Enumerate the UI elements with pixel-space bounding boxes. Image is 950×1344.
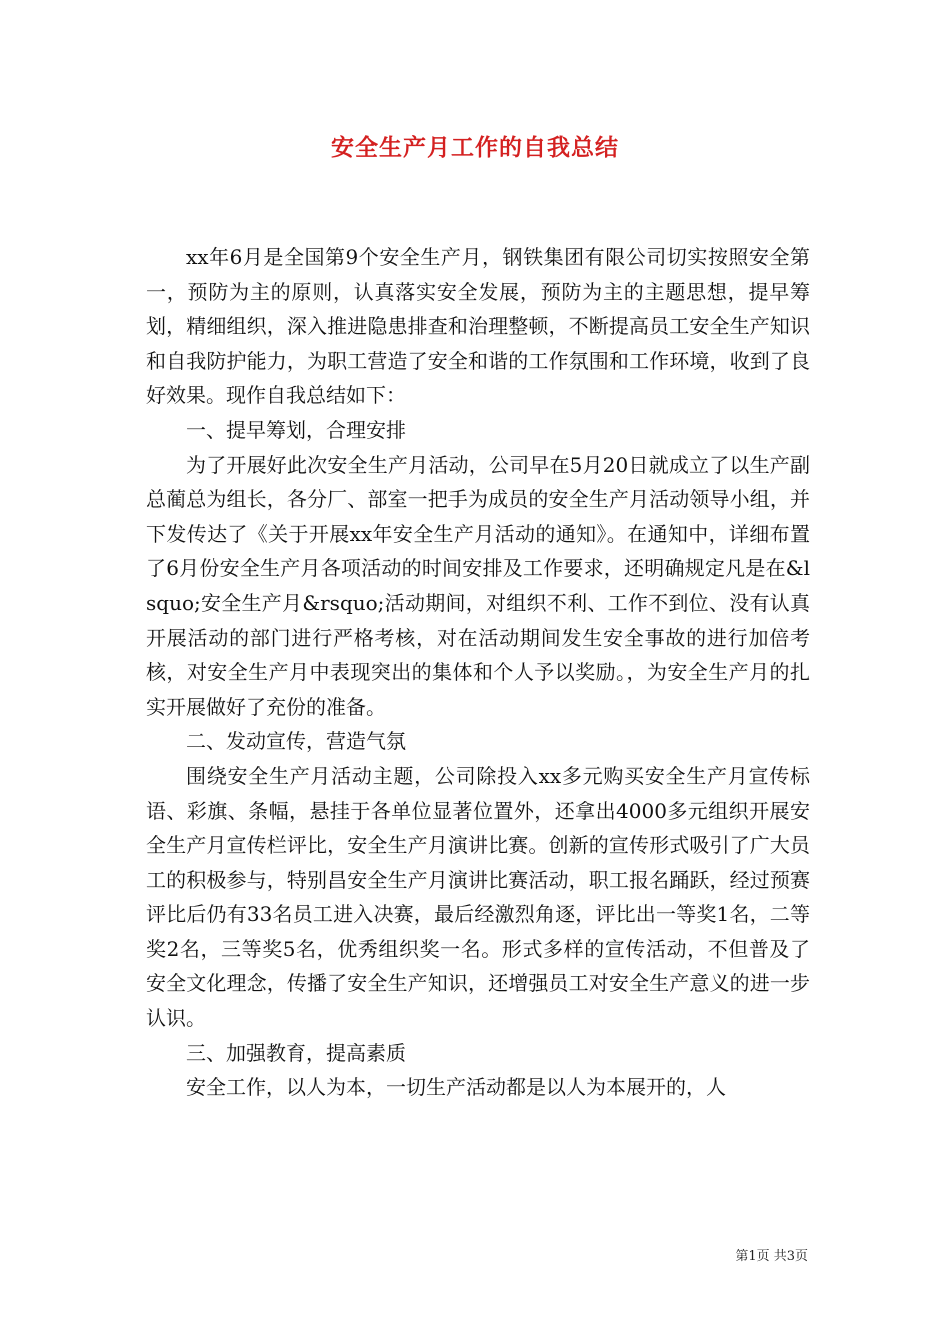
section-heading-3: 三、加强教育，提高素质: [186, 1040, 406, 1065]
section-heading-2: 二、发动宣传，营造气氛: [186, 729, 406, 754]
page-number-footer: 第1页 共3页: [735, 1249, 808, 1264]
paragraph-section-2: 围绕安全生产月活动主题，公司除投入xx多元购买安全生产月宣传标语、彩旗、条幅，悬挂于各单位显著位置外，还拿出4000多元组织开展安全生产月宣传栏评比，安全生产月演讲比赛。创新的宣传形式吸引了广大员工的积极参与，特别昌安全生产月演讲比赛活动，职工报名踊跃，经过预赛评比后仍有33名员工进入决赛，最后经激烈角逐，评比出一等奖1名，二等奖2名，三等奖5名，优秀组织奖一名。形式多样的宣传活动，不但普及了安全文化理念，传播了安全生产知识，还增强员工对安全生产意义的进一步认识。: [146, 763, 810, 1031]
section-heading-1: 一、提早筹划，合理安排: [186, 417, 406, 442]
paragraph-intro: xx年6月是全国第9个安全生产月，钢铁集团有限公司切实按照安全第一，预防为主的原则，认真落实安全发展，预防为主的主题思想，提早筹划，精细组织，深入推进隐患排查和治理整顿，不断提高员工安全生产知识和自我防护能力，为职工营造了安全和谐的工作氛围和工作环境，收到了良好效果。现作自我总结如下：: [146, 245, 810, 408]
document-body: [146, 240, 810, 1105]
document-title: 安全生产月工作的自我总结: [331, 134, 619, 161]
paragraph-section-1: 为了开展好此次安全生产月活动，公司早在5月20日就成立了以生产副总蔺总为组长，各分厂、部室一把手为成员的安全生产月活动领导小组，并下发传达了《关于开展xx年安全生产月活动的通知》。在通知中，详细布置了6月份安全生产月各项活动的时间安排及工作要求，还明确规定凡是在&lsquo;安全生产月&rsquo;活动期间，对组织不利、工作不到位、没有认真开展活动的部门进行严格考核，对在活动期间发生安全事故的进行加倍考核，对安全生产月中表现突出的集体和个人予以奖励。，为安全生产月的扎实开展做好了充份的准备。: [146, 452, 810, 719]
paragraph-section-3: 安全工作，以人为本，一切生产活动都是以人为本展开的，人: [186, 1075, 726, 1100]
